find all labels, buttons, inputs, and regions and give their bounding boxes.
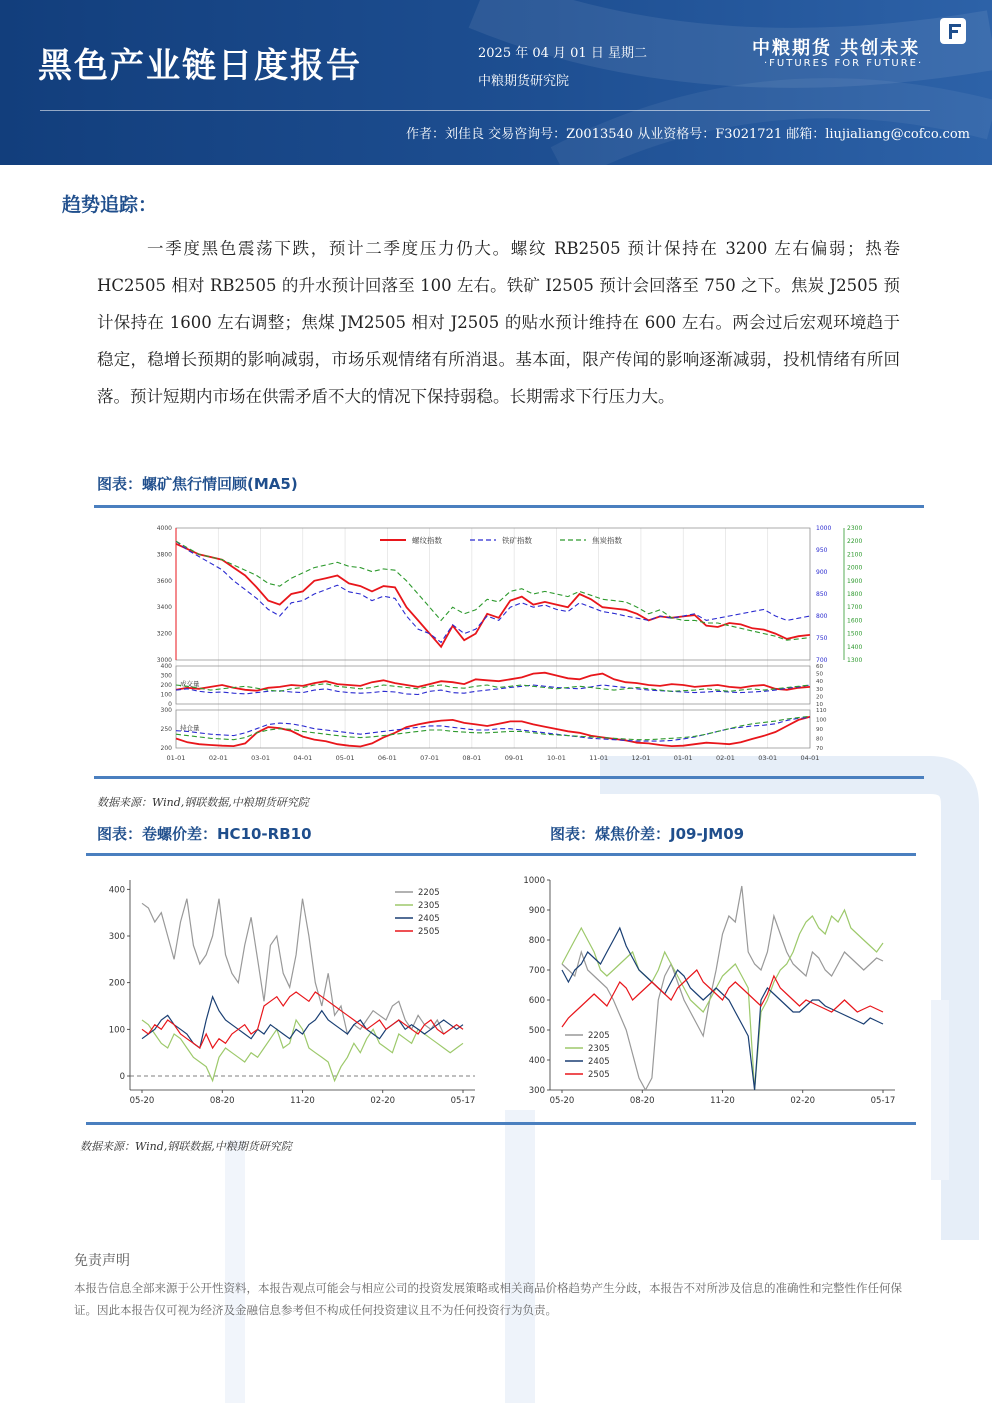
x-tick-label: 02-20 — [790, 1096, 816, 1106]
y-right-tick-label: 40 — [816, 679, 823, 686]
price-series-line — [176, 544, 810, 647]
y-right2-tick-label: 1500 — [847, 630, 863, 638]
figure1-title: 图表：螺矿焦行情回顾(MA5) — [97, 475, 298, 493]
report-date: 2025 年 04 月 01 日 星期二 — [478, 46, 647, 61]
y-tick-label: 400 — [528, 1056, 545, 1066]
y-right-tick-label: 80 — [816, 736, 823, 743]
x-tick-label: 05-20 — [549, 1096, 575, 1106]
volume-series-line — [176, 673, 810, 691]
trend-paragraph: 一季度黑色震荡下跌，预计二季度压力仍大。螺纹 RB2505 预计保持在 3200 左右偏弱；热卷 HC2505 相对 RB2505 的升水预计回落至 100 左右。铁矿 I2505 预计会回落至 750 之下。焦炭 J2505 预计保持在 1600 左右调整；焦煤 JM2505 相对 J2505 的贴水预计维持在 600 左右。两会过后宏观环境趋于稳定，稳增长预期的影响减弱，市场乐观情绪有所消退。基本面，限产传闻的影响逐渐减弱，投机情绪有所回落。预计短期内市场在供需矛盾不大的情况下保持弱稳。长期需求下行压力大。 — [97, 239, 900, 406]
y-tick-label: 400 — [108, 885, 125, 896]
y-right-tick-label: 50 — [816, 671, 823, 678]
x-tick-label: 11-01 — [589, 754, 609, 762]
panel-label: 成交量 — [180, 680, 200, 688]
price-series-line — [176, 541, 810, 640]
y-right2-tick-label: 1900 — [847, 577, 863, 585]
figure3-title: 图表：煤焦价差：J09-JM09 — [550, 825, 745, 843]
y-right1-tick-label: 850 — [816, 591, 828, 598]
x-tick-label: 05-17 — [450, 1096, 476, 1106]
y-right2-tick-label: 1700 — [847, 604, 863, 612]
y-tick-label: 900 — [528, 906, 545, 916]
report-institute: 中粮期货研究院 — [478, 74, 570, 89]
x-tick-label: 08-20 — [629, 1096, 655, 1106]
y-left-tick-label: 0 — [168, 701, 172, 708]
j-jm-spread-chart — [520, 870, 910, 1110]
legend-label: 2505 — [588, 1070, 610, 1080]
x-tick-label: 05-20 — [129, 1096, 155, 1106]
logo-slogan-en: ·FUTURES FOR FUTURE· — [764, 58, 924, 69]
figure1-top-rule — [94, 505, 924, 508]
x-tick-label: 06-01 — [377, 754, 397, 762]
y-right2-tick-label: 2300 — [847, 525, 863, 532]
y-tick-label: 100 — [108, 1025, 125, 1036]
legend-label: 铁矿指数 — [502, 536, 532, 545]
y-tick-label: 1000 — [523, 876, 545, 886]
x-tick-label: 03-01 — [251, 754, 270, 762]
y-right-tick-label: 10 — [816, 702, 823, 708]
x-tick-label: 12-01 — [631, 754, 651, 762]
legend-label: 2205 — [418, 888, 440, 898]
y-right-tick-label: 30 — [816, 686, 823, 693]
spread-series-line — [562, 970, 883, 1027]
figure23-source: 数据来源：Wind,钢联数据,中粮期货研究院 — [80, 1140, 292, 1153]
section-title: 趋势追踪： — [62, 194, 158, 216]
x-tick-label: 05-01 — [335, 754, 355, 762]
y-right-tick-label: 70 — [816, 746, 823, 752]
y-tick-label: 800 — [528, 936, 545, 946]
figure2-title: 图表：卷螺价差：HC10-RB10 — [97, 825, 312, 843]
x-tick-label: 03-01 — [758, 754, 778, 762]
x-tick-label: 01-01 — [166, 754, 186, 762]
y-tick-label: 300 — [108, 932, 125, 942]
figure23-bottom-rule — [86, 1122, 916, 1125]
legend-label: 2205 — [588, 1031, 610, 1041]
y-right1-tick-label: 900 — [816, 569, 828, 576]
y-tick-label: 0 — [119, 1072, 125, 1082]
y-right2-tick-label: 1300 — [847, 657, 863, 664]
logo-slogan-cn: 中粮期货 共创未来 — [752, 38, 921, 59]
disclaimer-title: 免责声明 — [74, 1253, 130, 1269]
y-right-tick-label: 110 — [816, 708, 827, 714]
x-tick-label: 11-20 — [710, 1096, 735, 1106]
y-left-tick-label: 3200 — [156, 630, 172, 638]
author-info: 作者：刘佳良 交易咨询号：Z0013540 从业资格号：F3021721 邮箱：liujialiang@cofco.com — [406, 127, 970, 142]
hc-rb-spread-chart — [100, 870, 490, 1110]
y-tick-label: 600 — [528, 996, 545, 1006]
legend-label: 2405 — [588, 1057, 610, 1067]
y-left-tick-label: 100 — [160, 691, 172, 699]
y-right-tick-label: 90 — [816, 727, 823, 733]
disclaimer-text: 本报告信息全部来源于公开性资料，本报告观点可能会与相应公司的投资发展策略或相关商品价格趋势产生分歧，本报告不对所涉及信息的准确性和完整性作任何保证。因此本报告仅可视为经济及金融信息参考但不构成任何投资建议且不为任何投资行为负责。 — [74, 1281, 902, 1317]
y-right-tick-label: 60 — [816, 664, 823, 670]
x-tick-label: 08-01 — [462, 754, 482, 762]
x-tick-label: 09-01 — [504, 754, 524, 762]
x-tick-label: 02-01 — [716, 754, 735, 762]
y-left-tick-label: 300 — [160, 707, 172, 714]
spread-series-line — [142, 899, 463, 1034]
panel-label: 持仓量 — [180, 724, 200, 732]
y-right2-tick-label: 1800 — [847, 591, 863, 598]
y-tick-label: 500 — [528, 1026, 545, 1036]
panel-frame — [176, 528, 810, 660]
y-tick-label: 300 — [528, 1086, 545, 1096]
y-right1-tick-label: 750 — [816, 635, 828, 642]
spread-series-line — [142, 1020, 463, 1081]
y-left-tick-label: 300 — [160, 672, 172, 680]
company-logo-icon — [940, 18, 966, 44]
x-tick-label: 04-01 — [293, 754, 313, 762]
y-right2-tick-label: 2100 — [847, 551, 863, 559]
header-divider — [40, 110, 930, 111]
x-tick-label: 02-01 — [208, 754, 228, 762]
x-tick-label: 11-20 — [290, 1096, 315, 1106]
legend-label: 2305 — [588, 1044, 610, 1054]
x-tick-label: 08-20 — [209, 1096, 235, 1106]
y-left-tick-label: 3600 — [156, 577, 172, 585]
legend-label: 2305 — [418, 901, 440, 911]
y-right1-tick-label: 950 — [816, 547, 828, 554]
y-left-tick-label: 200 — [160, 745, 172, 752]
y-right2-tick-label: 1600 — [847, 617, 863, 625]
x-tick-label: 04-01 — [800, 754, 820, 762]
y-left-tick-label: 4000 — [156, 525, 172, 532]
legend-label: 螺纹指数 — [412, 536, 442, 545]
legend-label: 2405 — [418, 914, 440, 924]
figure1-bottom-rule — [94, 776, 924, 779]
market-review-chart — [140, 520, 880, 770]
y-right1-tick-label: 800 — [816, 613, 828, 620]
report-header — [0, 0, 992, 165]
y-left-tick-label: 3000 — [156, 657, 172, 664]
legend-label: 焦炭指数 — [592, 536, 622, 545]
legend-label: 2505 — [418, 927, 440, 937]
figure23-top-rule — [86, 853, 916, 856]
y-tick-label: 200 — [108, 978, 125, 989]
spread-series-line — [562, 886, 883, 1090]
y-tick-label: 700 — [528, 966, 545, 976]
y-right-tick-label: 20 — [816, 694, 823, 701]
figure1-source: 数据来源：Wind,钢联数据,中粮期货研究院 — [97, 796, 309, 809]
y-left-tick-label: 3800 — [156, 551, 172, 559]
y-right2-tick-label: 2200 — [847, 538, 863, 546]
x-tick-label: 10-01 — [546, 754, 566, 762]
y-left-tick-label: 400 — [160, 663, 172, 670]
y-right1-tick-label: 700 — [816, 657, 828, 664]
x-tick-label: 02-20 — [370, 1096, 396, 1106]
y-right2-tick-label: 1400 — [847, 643, 863, 651]
y-left-tick-label: 3400 — [156, 604, 172, 612]
x-tick-label: 05-17 — [870, 1096, 896, 1106]
y-right2-tick-label: 2000 — [847, 564, 863, 572]
x-tick-label: 07-01 — [420, 754, 440, 762]
y-left-tick-label: 200 — [160, 682, 172, 689]
y-right1-tick-label: 1000 — [816, 525, 832, 532]
y-left-tick-label: 250 — [160, 726, 172, 733]
report-title: 黑色产业链日度报告 — [38, 46, 362, 86]
x-tick-label: 01-01 — [673, 754, 693, 762]
y-right-tick-label: 100 — [816, 717, 827, 724]
